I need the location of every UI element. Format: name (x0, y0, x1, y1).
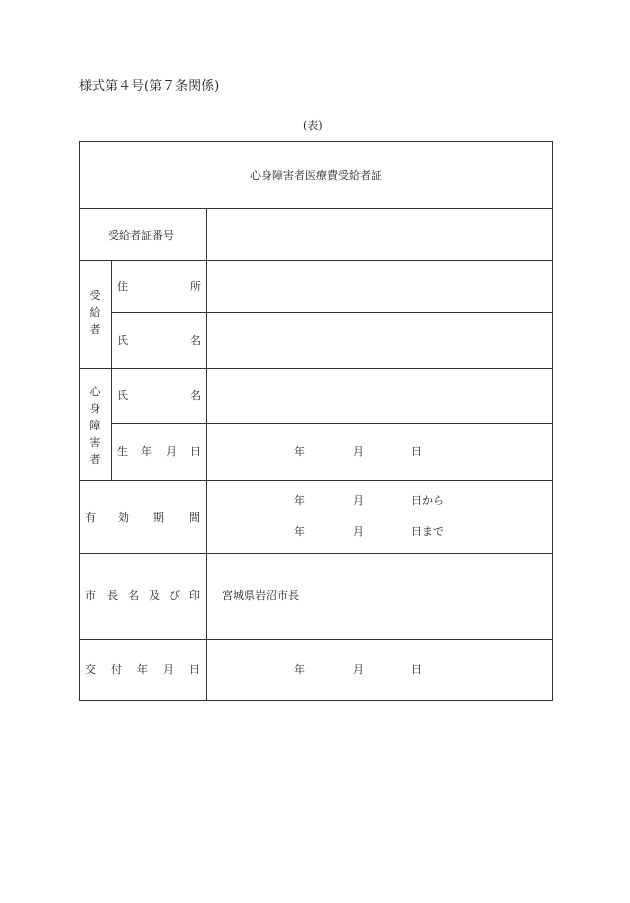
certificate-title: 心身障害者医療費受給者証 (250, 169, 382, 182)
cert-number-label: 受給者証番号 (108, 229, 174, 242)
validity-from-day: 日から (411, 494, 444, 507)
birth-label-char-2: 年 (141, 445, 152, 458)
issue-month: 月 (353, 663, 364, 676)
mayor-label-char-1: 市 (85, 589, 96, 602)
validity-label-char-1: 有 (85, 511, 96, 524)
issue-day: 日 (411, 663, 422, 676)
birth-year: 年 (294, 445, 305, 458)
recipient-name-label-left: 氏 (117, 334, 128, 347)
form-number: 様式第４号(第７条関係) (79, 79, 220, 94)
side-label: (表) (303, 119, 323, 132)
issue-label-char-2: 付 (111, 663, 122, 676)
mayor-label-char-4: 及 (149, 589, 160, 602)
issue-label-char-3: 年 (137, 663, 148, 676)
birth-month: 月 (353, 445, 364, 458)
recipient-address-label-right: 所 (190, 280, 201, 293)
mayor-label-char-5: び (169, 589, 180, 602)
mayor-name-value: 宮城県岩沼市長 (222, 589, 299, 602)
validity-label-char-4: 間 (189, 511, 200, 524)
birth-day: 日 (411, 445, 422, 458)
disabled-name-label-right: 名 (190, 389, 201, 402)
birth-label-char-4: 日 (190, 445, 201, 458)
validity-from-year: 年 (294, 494, 305, 507)
validity-to-month: 月 (353, 525, 364, 538)
validity-to-year: 年 (294, 525, 305, 538)
validity-label-char-2: 効 (118, 511, 129, 524)
disabled-name-label-left: 氏 (117, 389, 128, 402)
disabled-group-label: 心身障害者 (89, 385, 101, 466)
recipient-name-label-right: 名 (190, 334, 201, 347)
birth-label-char-1: 生 (117, 445, 128, 458)
mayor-label-char-6: 印 (189, 589, 200, 602)
issue-label-char-4: 月 (163, 663, 174, 676)
issue-label-char-1: 交 (85, 663, 96, 676)
mayor-label-char-3: 名 (128, 589, 139, 602)
recipient-group-label: 受給者 (89, 289, 101, 336)
validity-to-day: 日まで (411, 525, 444, 538)
validity-label-char-3: 期 (153, 511, 164, 524)
issue-label-char-5: 日 (189, 663, 200, 676)
recipient-address-label-left: 住 (117, 280, 128, 293)
validity-from-month: 月 (353, 494, 364, 507)
issue-year: 年 (294, 663, 305, 676)
birth-label-char-3: 月 (166, 445, 177, 458)
mayor-label-char-2: 長 (107, 589, 118, 602)
